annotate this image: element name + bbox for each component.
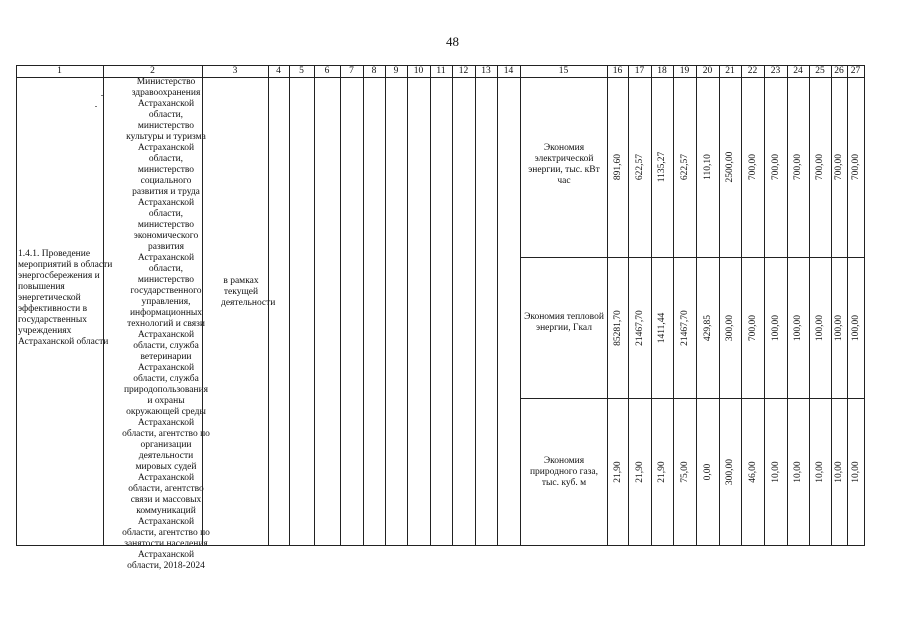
scan-speck	[101, 95, 103, 96]
indicator-value: 700,00	[815, 153, 825, 181]
column-border	[430, 65, 431, 546]
indicator-separator	[520, 398, 864, 399]
column-number: 9	[393, 66, 399, 76]
column-number: 27	[850, 66, 861, 76]
column-number: 7	[349, 66, 354, 76]
indicator-value: 10,00	[793, 461, 803, 483]
column-border	[764, 65, 765, 546]
column-border	[651, 65, 652, 546]
column-number: 25	[815, 66, 825, 76]
column-border	[520, 65, 521, 546]
indicator-value: 2500,00	[725, 151, 735, 183]
column-border	[497, 65, 498, 546]
indicator-value: 0,00	[702, 463, 713, 481]
column-border	[407, 65, 408, 546]
indicator-value: 21467,70	[679, 309, 690, 346]
column-number: 2	[150, 66, 155, 76]
indicator-name: Экономия электрической энергии, тыс. кВт час	[528, 143, 600, 186]
indicator-value: 100,00	[793, 314, 803, 341]
indicator-value: 100,00	[850, 314, 861, 341]
column-number: 21	[725, 66, 735, 76]
indicator-value: 100,00	[770, 314, 781, 341]
indicator-value: 21,90	[634, 461, 645, 483]
indicator-value: 891,60	[612, 153, 623, 181]
indicator-value: 110,10	[702, 154, 713, 180]
indicator-name: Экономия тепловой энергии, Гкал	[524, 312, 604, 333]
indicator-value: 10,00	[770, 461, 781, 483]
indicator-value: 300,00	[725, 314, 735, 341]
indicator-value: 75,00	[679, 461, 690, 483]
column-border	[289, 65, 290, 546]
indicator-value: 21467,70	[634, 309, 645, 346]
column-border	[696, 65, 697, 546]
column-border	[452, 65, 453, 546]
column-number: 3	[232, 66, 238, 76]
column-border	[363, 65, 364, 546]
column-number: 4	[276, 66, 281, 76]
indicator-value: 1135,27	[657, 151, 667, 183]
indicator-value: 1411,44	[657, 312, 667, 343]
measure-cell: 1.4.1. Проведение мероприятий в области энергосбережения и повышения энергетической эффективности в государственных учреждениях Астраханской области	[18, 249, 113, 347]
program-table	[16, 65, 864, 571]
indicator-separator	[520, 257, 864, 258]
column-number: 18	[657, 66, 667, 76]
funding-cell: в рамках текущей деятельности	[221, 276, 276, 308]
indicator-value: 85281,70	[612, 309, 623, 346]
column-number: 8	[371, 66, 377, 76]
indicator-value: 700,00	[747, 314, 758, 341]
column-border	[340, 65, 341, 546]
column-number: 11	[436, 66, 446, 76]
indicator-value: 622,57	[634, 153, 645, 181]
column-number: 19	[679, 66, 690, 76]
column-number: 6	[324, 66, 330, 76]
indicator-value: 100,00	[815, 314, 825, 341]
column-border	[673, 65, 674, 546]
column-number: 20	[702, 66, 713, 76]
executors-cell: Министерство здравоохранения Астраханской области, министерство культуры и туризма Астраханской области, министерство социального развития и труда Астраханской области, министерство экономического развития Астраханской области, министерство государственного управления, информационных технологий и связи Астраханской области, служба ветеринарии Астраханской области, служба природопользования и охраны окружающей среды Астраханской области, агентство по организации деятельности мировых судей Астраханской области, агентство связи и массовых коммуникаций Астраханской области, агентство по занятости населения Астраханской области, 2018-2024	[122, 77, 210, 571]
column-number: 24	[793, 66, 803, 76]
indicator-value: 10,00	[850, 461, 861, 483]
indicator-value: 21,90	[612, 461, 623, 483]
column-border	[202, 65, 203, 546]
indicator-name: Экономия природного газа, тыс. куб. м	[529, 456, 599, 488]
table-bottom-border	[16, 545, 864, 546]
column-border	[314, 65, 315, 546]
header-bottom-border	[16, 77, 864, 78]
column-border	[16, 65, 17, 546]
column-border	[787, 65, 788, 546]
column-number: 22	[747, 66, 758, 76]
column-border	[719, 65, 720, 546]
page-number: 48	[446, 34, 459, 49]
indicator-value: 100,00	[834, 314, 844, 341]
scan-speck	[95, 106, 97, 107]
column-number: 16	[612, 66, 623, 76]
indicator-value: 700,00	[793, 153, 803, 181]
indicator-value: 700,00	[834, 153, 844, 181]
indicator-value: 700,00	[850, 153, 861, 181]
column-number: 13	[481, 66, 491, 76]
indicator-value: 429,85	[702, 314, 713, 341]
column-border	[809, 65, 810, 546]
indicator-value: 10,00	[815, 461, 825, 483]
column-number: 12	[458, 66, 469, 76]
indicator-value: 700,00	[747, 153, 758, 181]
column-border	[385, 65, 386, 546]
indicator-value: 46,00	[747, 461, 758, 483]
indicator-value: 10,00	[834, 461, 844, 483]
column-number: 5	[299, 66, 304, 76]
indicator-value: 21,90	[657, 461, 667, 483]
column-border	[864, 65, 865, 546]
column-number: 26	[834, 66, 844, 76]
column-border	[741, 65, 742, 546]
indicator-value: 622,57	[679, 153, 690, 181]
column-border	[831, 65, 832, 546]
column-number: 14	[503, 66, 514, 76]
column-border	[847, 65, 848, 546]
column-border	[628, 65, 629, 546]
indicator-value: 700,00	[770, 153, 781, 181]
column-number: 15	[558, 66, 569, 76]
column-number: 17	[634, 66, 645, 76]
column-number: 23	[770, 66, 781, 76]
column-number: 10	[413, 66, 424, 76]
column-number: 1	[57, 66, 62, 76]
column-border	[475, 65, 476, 546]
column-border	[268, 65, 269, 546]
column-border	[607, 65, 608, 546]
indicator-value: 300,00	[725, 458, 735, 486]
column-border	[103, 65, 104, 546]
